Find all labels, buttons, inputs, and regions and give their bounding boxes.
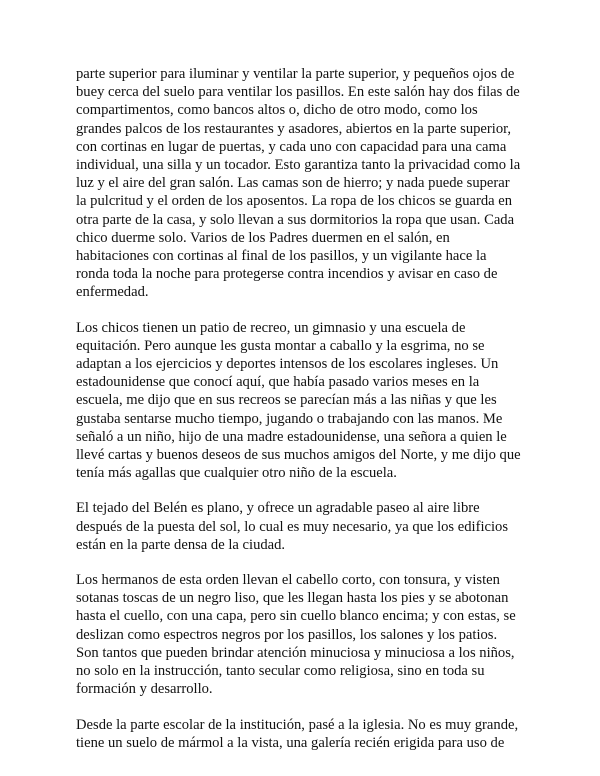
- text-line: chico duerme solo. Varios de los Padres duermen en el salón, en: [76, 229, 450, 246]
- text-line: ronda toda la noche para protegerse contra incendios y avisar en caso de: [76, 266, 498, 283]
- text-line: escuela, me dijo que en sus recreos se parecían más a las niñas y que les: [76, 392, 497, 409]
- text-line: El tejado del Belén es plano, y ofrece un agradable paseo al aire libre: [76, 500, 480, 517]
- paragraph-5: [76, 716, 532, 752]
- text-line: Los chicos tienen un patio de recreo, un gimnasio y una escuela de: [76, 319, 466, 336]
- text-line: buey cerca del suelo para ventilar los pasillos. En este salón hay dos filas de: [76, 84, 520, 101]
- text-line: hasta el cuello, con una capa, pero sin cuello blanco encima; y con estas, se: [76, 608, 516, 625]
- paragraph-2: [76, 319, 532, 483]
- text-line: parte superior para iluminar y ventilar la parte superior, y pequeños ojos de: [76, 66, 515, 82]
- text-line: deslizan como espectros negros por los pasillos, los salones y los patios.: [76, 626, 498, 643]
- text-line: equitación. Pero aunque les gusta montar a caballo y la esgrima, no se: [76, 337, 485, 354]
- text-line: tenía más agallas que cualquier otro niño de la escuela.: [76, 465, 397, 482]
- text-line: después de la puesta del sol, lo cual es muy necesario, ya que los edificios: [76, 518, 509, 535]
- text-line: individual, una silla y un tocador. Esto garantiza tanto la privacidad como la: [76, 157, 521, 174]
- text-line: señaló a un niño, hijo de una madre estadounidense, una señora a quien le: [76, 428, 507, 445]
- text-line: llevé cartas y buenos deseos de sus muchos amigos del Norte, y me dijo que: [76, 447, 521, 464]
- text-line: no solo en la instrucción, tanto secular como religiosa, sino en toda su: [76, 663, 485, 680]
- text-line: estadounidense que conocí aquí, que había pasado varios meses en la: [76, 374, 480, 391]
- text-line: con cortinas en lugar de puertas, y cada uno con capacidad para una cama: [76, 138, 507, 155]
- text-line: enfermedad.: [76, 284, 149, 301]
- text-line: están en la parte densa de la ciudad.: [76, 536, 286, 553]
- text-line: Son tantos que pueden brindar atención minuciosa y minuciosa a los niños,: [76, 644, 515, 661]
- paragraph-4: [76, 571, 532, 698]
- text-line: Desde la parte escolar de la institución, pasé a la iglesia. No es muy grande,: [76, 716, 519, 733]
- paragraph-1: [76, 65, 532, 302]
- text-line: la pulcritud y el orden de los aposentos. La ropa de los chicos se guarda en: [76, 193, 513, 210]
- text-line: luz y el aire del gran salón. Las camas son de hierro; y nada puede superar: [76, 175, 510, 192]
- text-line: tiene un suelo de mármol a la vista, una galería recién erigida para uso de: [76, 734, 505, 751]
- text-line: adaptan a los ejercicios y deportes intensos de los escolares ingleses. Un: [76, 356, 499, 373]
- text-line: grandes palcos de los restaurantes y asadores, abiertos en la parte superior,: [76, 120, 512, 137]
- text-line: otra parte de la casa, y solo llevan a sus dormitorios la ropa que usan. Cada: [76, 211, 515, 228]
- text-line: sotanas toscas de un negro liso, que les llegan hasta los pies y se abotonan: [76, 590, 509, 607]
- text-line: formación y desarrollo.: [76, 681, 213, 698]
- text-line: compartimentos, como bancos altos o, dicho de otro modo, como los: [76, 102, 478, 119]
- paragraph-3: [76, 499, 532, 554]
- text-line: Los hermanos de esta orden llevan el cabello corto, con tonsura, y visten: [76, 572, 500, 589]
- text-line: habitaciones con cortinas al final de los pasillos, y un vigilante hace la: [76, 248, 487, 265]
- text-line: gustaba sentarse mucho tiempo, jugando o trabajando con las manos. Me: [76, 410, 503, 427]
- document-page: [76, 65, 532, 769]
